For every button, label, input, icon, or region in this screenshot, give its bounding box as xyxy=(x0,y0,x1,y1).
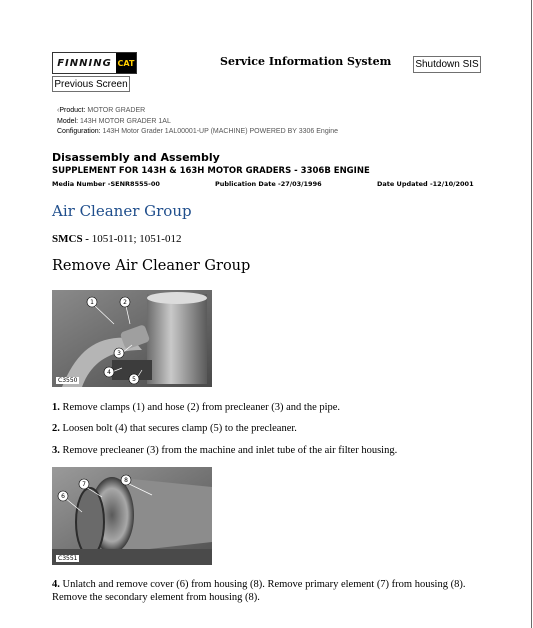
step-text: Unlatch and remove cover (6) from housing (8). Remove primary element (7) from housing (8). Remove the secondary element from housing (8). xyxy=(52,579,466,603)
configuration-label: Configuration: xyxy=(57,128,101,135)
callout-1: 1 xyxy=(90,299,94,306)
step-number: 2. xyxy=(52,423,60,434)
smcs-value: 1051-011; 1051-012 xyxy=(91,233,182,245)
step-number: 1. xyxy=(52,402,60,413)
section-title: Remove Air Cleaner Group xyxy=(52,258,251,274)
callout-3: 3 xyxy=(117,350,121,357)
step-text: Remove precleaner (3) from the machine and inlet tube of the air filter housing. xyxy=(62,445,398,456)
step-text: Remove clamps (1) and hose (2) from precleaner (3) and the pipe. xyxy=(62,402,341,413)
window-edge xyxy=(531,0,532,628)
model-value: 143H MOTOR GRADER 1AL xyxy=(79,117,171,125)
system-title: Service Information System xyxy=(220,55,392,68)
figure-1-id: C3550 xyxy=(58,377,78,384)
breadcrumb-product xyxy=(57,106,338,117)
document-heading: Disassembly and Assembly xyxy=(52,151,220,164)
breadcrumb-model xyxy=(57,117,338,128)
step-1 xyxy=(52,401,492,414)
breadcrumb-configuration xyxy=(57,127,338,138)
product-link[interactable]: MOTOR GRADER xyxy=(87,107,146,114)
figure-2-id: C3551 xyxy=(58,555,78,562)
step-3 xyxy=(52,444,492,457)
document-subheading: SUPPLEMENT FOR 143H & 163H MOTOR GRADERS - 3306B ENGINE xyxy=(52,166,370,176)
step-number: 4. xyxy=(52,579,60,590)
previous-screen-button[interactable]: Previous Screen xyxy=(52,76,130,92)
callout-2: 2 xyxy=(123,299,127,306)
step-number: 3. xyxy=(52,445,60,456)
cat-logo-badge: CAT xyxy=(116,53,136,73)
group-title: Air Cleaner Group xyxy=(52,202,192,220)
back-arrow-icon[interactable]: ‹ xyxy=(57,107,60,114)
step-4 xyxy=(52,578,492,604)
step-text: Loosen bolt (4) that secures clamp (5) to the precleaner. xyxy=(62,423,297,434)
smcs-codes xyxy=(52,233,181,245)
product-label: Product: xyxy=(59,107,86,114)
finning-cat-logo xyxy=(52,52,137,74)
breadcrumb xyxy=(57,106,338,138)
configuration-value: 143H Motor Grader 1AL00001-UP (MACHINE) POWERED BY 3306 Engine xyxy=(102,128,339,135)
figure-precleaner-photo xyxy=(52,290,212,387)
step-2 xyxy=(52,422,492,435)
housing-callouts xyxy=(52,467,212,565)
callout-6: 6 xyxy=(61,493,65,500)
media-number: Media Number -SENR8555-00 xyxy=(52,180,160,188)
callout-7: 7 xyxy=(82,481,86,488)
precleaner-callouts xyxy=(52,290,212,387)
date-updated: Date Updated -12/10/2001 xyxy=(377,180,474,188)
smcs-label: SMCS - xyxy=(52,233,89,245)
callout-4: 4 xyxy=(107,369,111,376)
callout-5: 5 xyxy=(132,376,136,383)
shutdown-sis-button[interactable]: Shutdown SIS xyxy=(413,56,481,73)
publication-date: Publication Date -27/03/1996 xyxy=(215,180,322,188)
figure-housing-photo xyxy=(52,467,212,565)
model-label: Model: xyxy=(57,117,79,125)
finning-logo-text: FINNING xyxy=(57,57,112,69)
callout-8: 8 xyxy=(124,477,128,484)
